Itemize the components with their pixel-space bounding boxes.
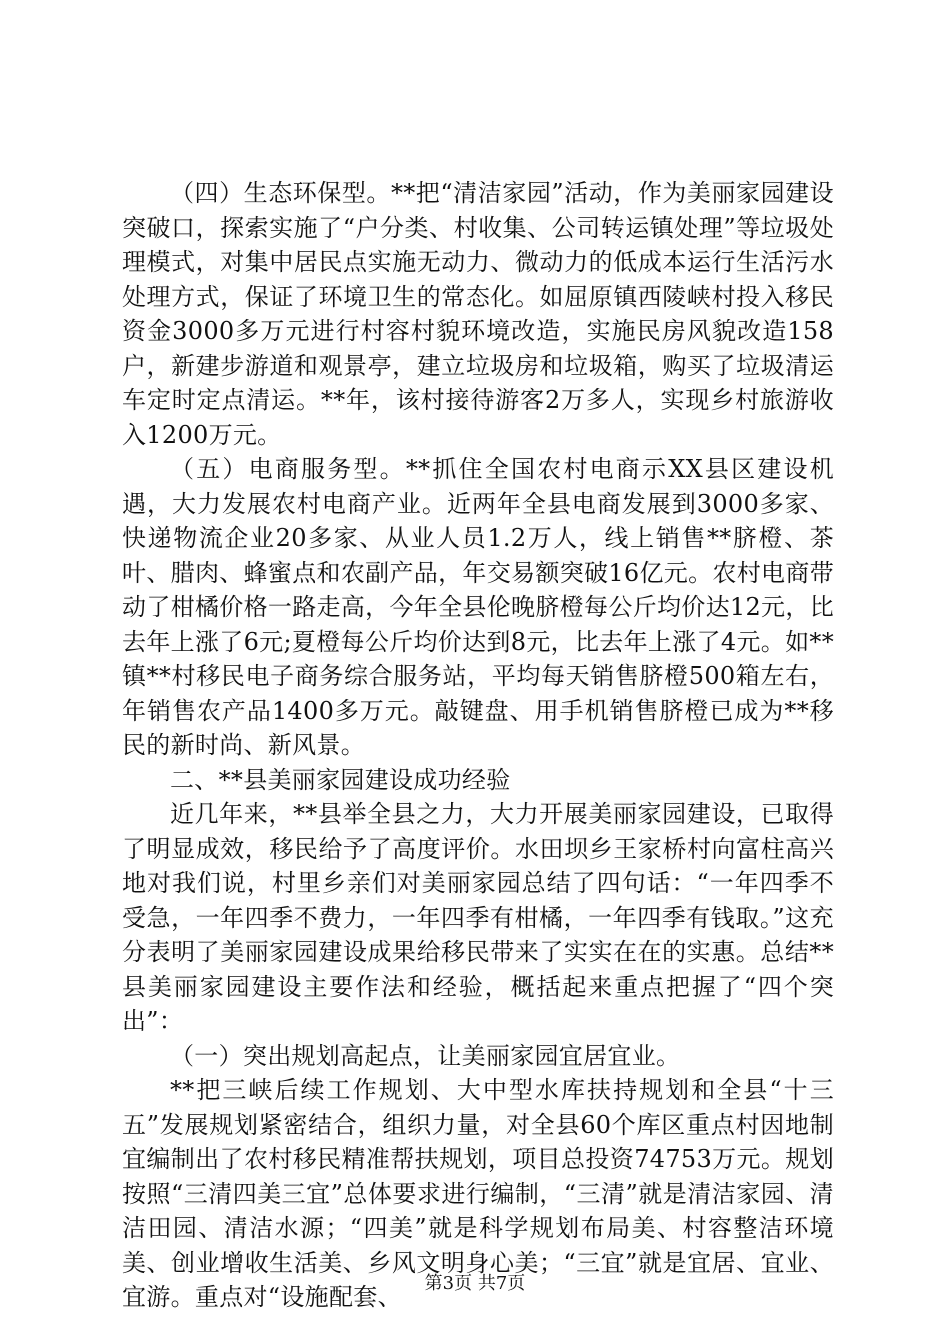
paragraph-ecommerce: （五）电商服务型。**抓住全国农村电商示XX县区建设机遇，大力发展农村电商产业。近两年全县电商发展到3000多家、快递物流企业20多家、从业人员1.2万人，线上销售**脐橙、茶叶、腊肉、蜂蜜点和农副产品，年交易额突破16亿元。农村电商带动了柑橘价格一路走高，今年全县伦晚脐橙每公斤均价达12元，比去年上涨了6元;夏橙每公斤均价达到8元，比去年上涨了4元。如**镇**村移民电子商务综合服务站，平均每天销售脐橙500箱左右，年销售农产品1400多万元。敲键盘、用手机销售脐橙已成为**移民的新时尚、新风景。 [122, 455, 834, 759]
section-heading-experience: 二、**县美丽家园建设成功经验 [170, 765, 511, 794]
paragraph-planning: **把三峡后续工作规划、大中型水库扶持规划和全县“十三五”发展规划紧密结合，组织力量，对全县60个库区重点村因地制宜编制出了农村移民精准帮扶规划，项目总投资74753万元。规划按照“三清四美三宜”总体要求进行编制，“三清”就是清洁家园、清洁田园、清洁水源；“四美”就是科学规划布局美、村容整洁环境美、创业增收生活美、乡风文明身心美；“三宜”就是宜居、宜业、宜游。重点对“设施配套、 [122, 1076, 834, 1311]
subheading-planning: （一）突出规划高起点，让美丽家园宜居宜业。 [170, 1041, 681, 1070]
paragraph-ecology: （四）生态环保型。**把“清洁家园”活动，作为美丽家园建设突破口，探索实施了“户分类、村收集、公司转运镇处理”等垃圾处理模式，对集中居民点实施无动力、微动力的低成本运行生活污水处理方式，保证了环境卫生的常态化。如屈原镇西陵峡村投入移民资金3000多万元进行村容村貌环境改造，实施民房风貌改造158户，新建步游道和观景亭，建立垃圾房和垃圾箱，购买了垃圾清运车定时定点清运。**年，该村接待游客2万多人，实现乡村旅游收入1200万元。 [122, 179, 834, 449]
document-body [122, 176, 834, 1315]
page-number-footer: 第3页 共7页 [424, 1273, 526, 1294]
paragraph-recent-years: 近几年来，**县举全县之力，大力开展美丽家园建设，已取得了明显成效，移民给予了高度评价。水田坝乡王家桥村向富柱高兴地对我们说，村里乡亲们对美丽家园总结了四句话：“一年四季不受急，一年四季不费力，一年四季有柑橘，一年四季有钱取。”这充分表明了美丽家园建设成果给移民带来了实实在在的实惠。总结**县美丽家园建设主要作法和经验，概括起来重点把握了“四个突出”： [122, 800, 834, 1035]
